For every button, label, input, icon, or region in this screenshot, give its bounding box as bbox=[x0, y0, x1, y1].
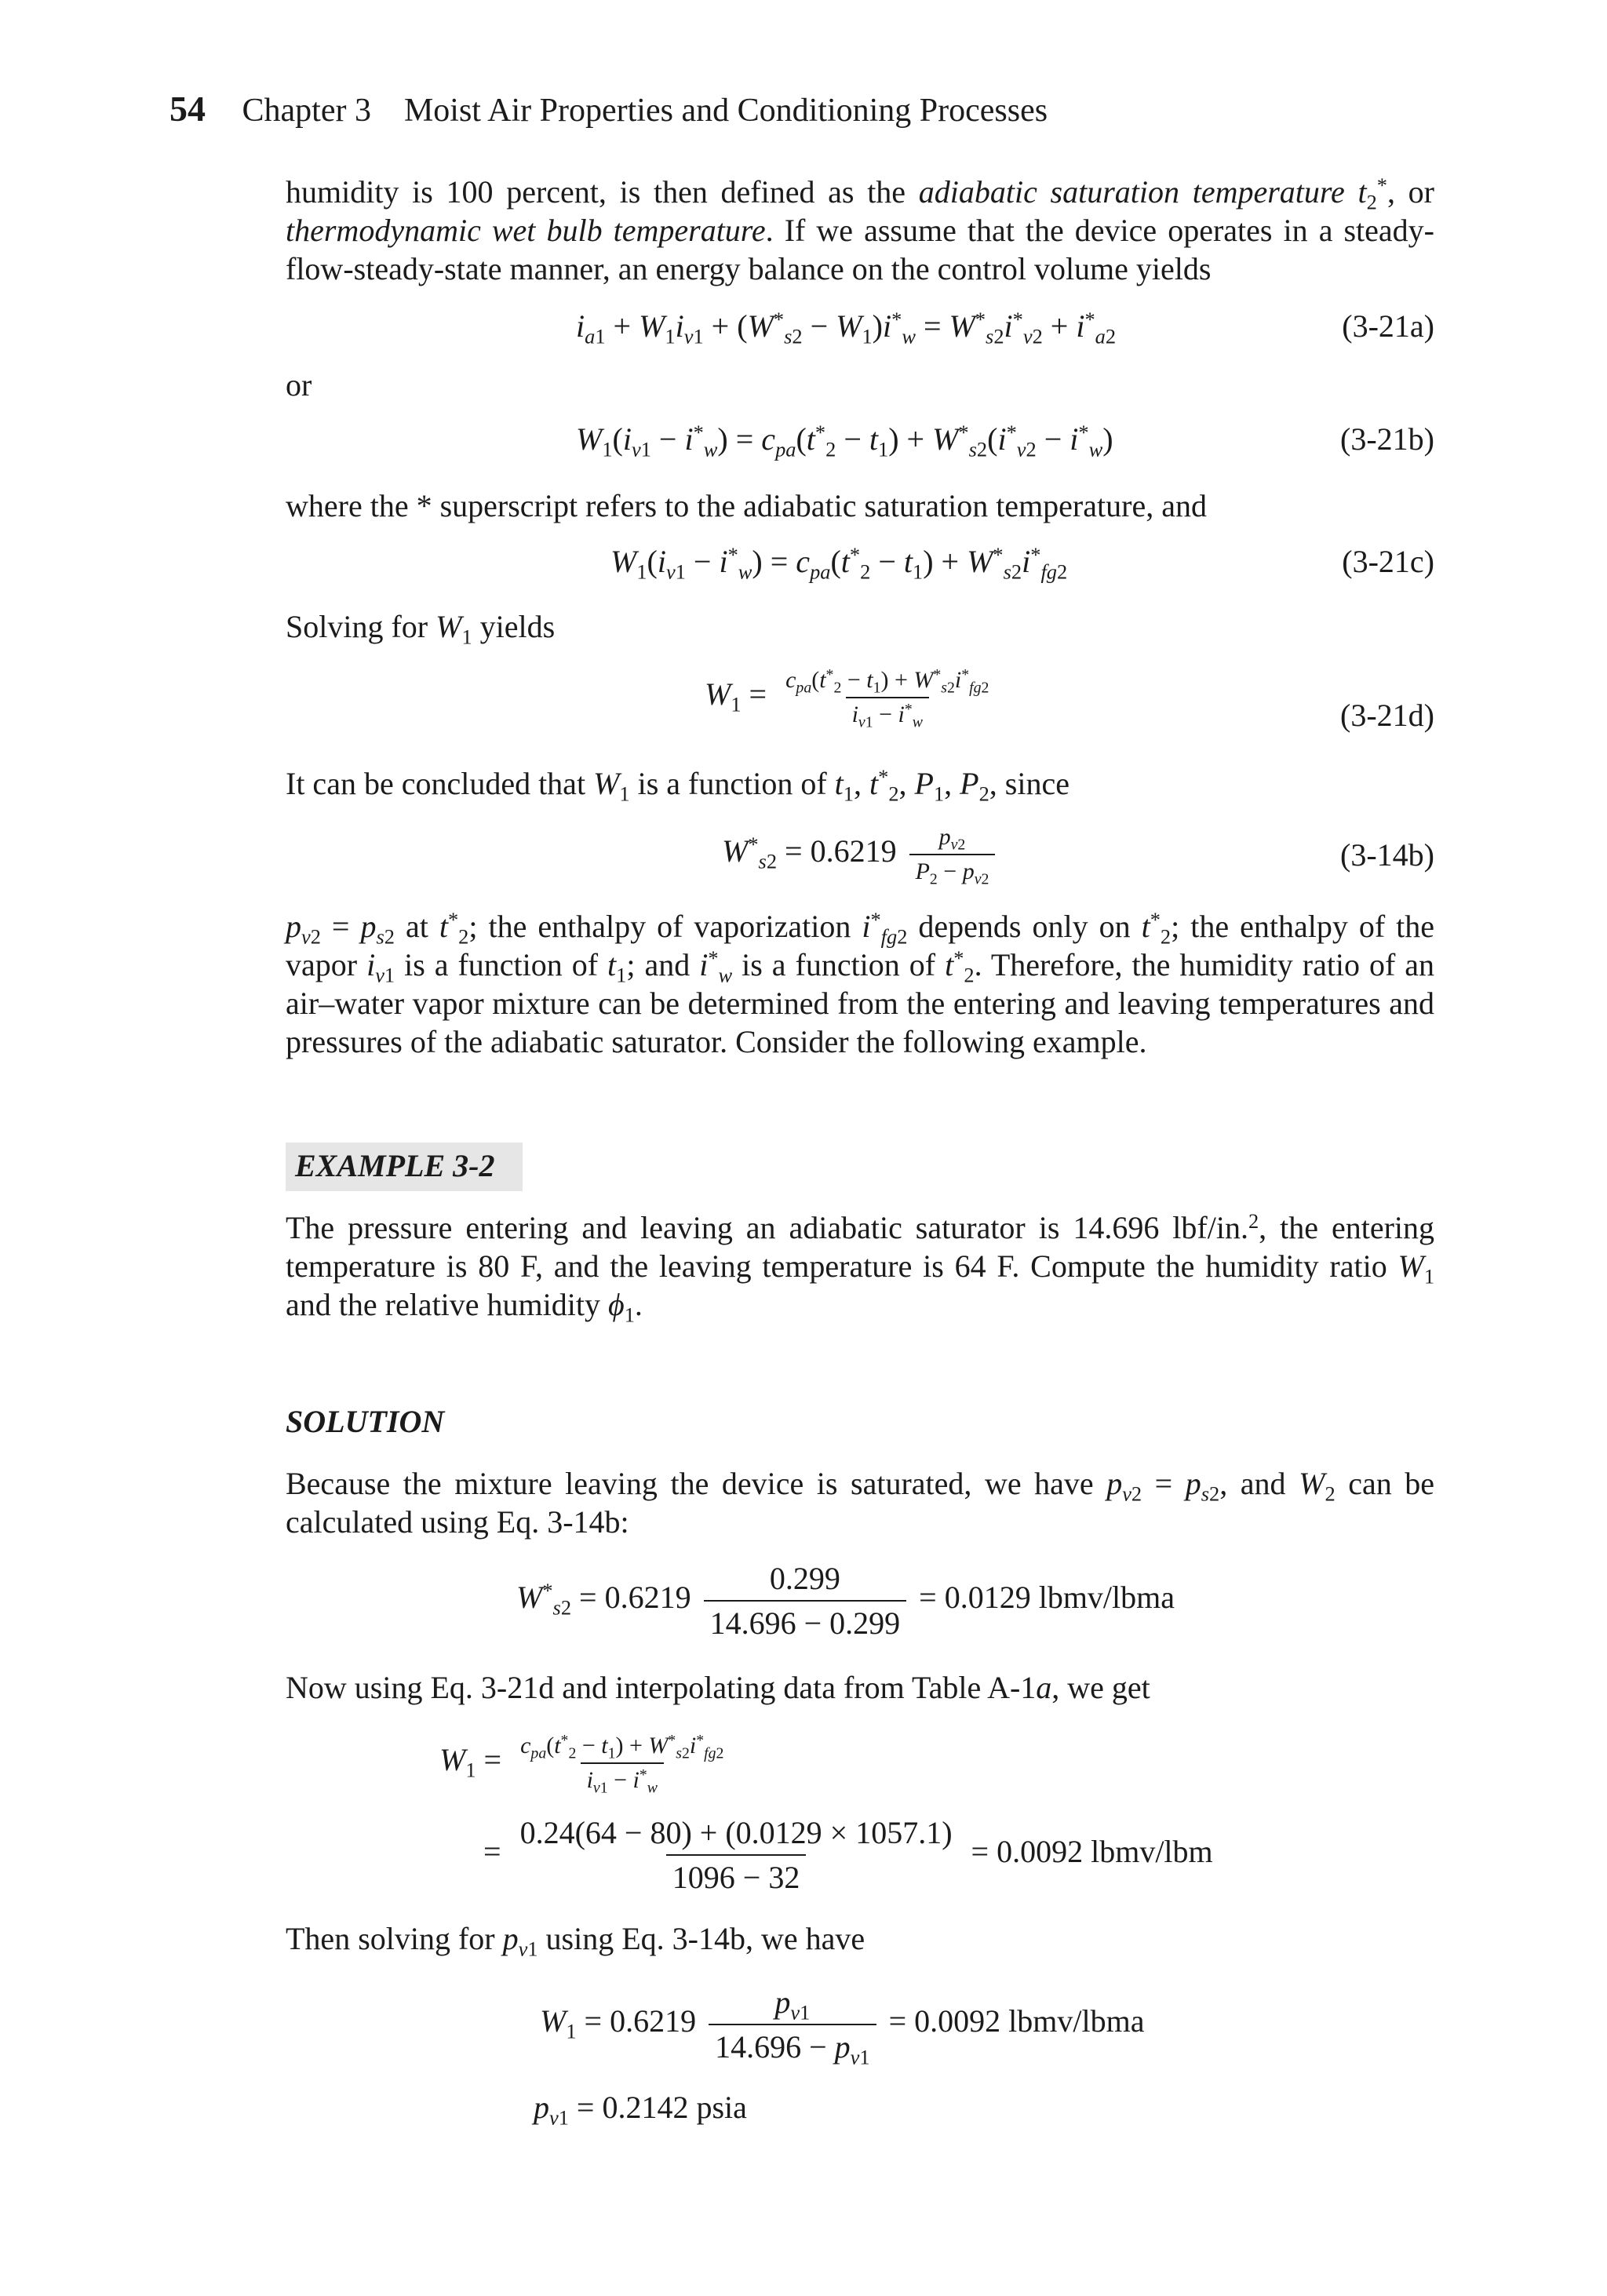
equation-number-3-21d: (3-21d) bbox=[1340, 698, 1434, 733]
where-text: where the * superscript refers to the adiabatic saturation temperature, and bbox=[286, 488, 1207, 523]
equation-number-3-21b: (3-21b) bbox=[1340, 421, 1434, 457]
page-header bbox=[169, 88, 1048, 129]
intro-paragraph: humidity is 100 percent, is then defined as the adiabatic saturation temperature $t_2^*$, or thermodynamic wet bulb temperature. If we assume that the device operates in a steady-flow-steady-state manner, an energy balance on the control volume yields bbox=[286, 173, 1434, 286]
equation-3-21c: $W_1(i_{v1} - i^*_w) = c_{pa}(t^*_2 - t_1) + W^*_{s2}i^*_{fg2}$ bbox=[610, 542, 1068, 584]
solution-title: SOLUTION bbox=[286, 1404, 445, 1439]
equation-number-3-21a: (3-21a) bbox=[1342, 308, 1434, 344]
example-title: EXAMPLE 3-2 bbox=[295, 1148, 495, 1183]
pv1-result: $p_{v1} = 0.2142$ psia bbox=[534, 2090, 747, 2130]
chapter-title: Chapter 3 Moist Air Properties and Conditioning Processes bbox=[242, 93, 1048, 129]
w1-calculation-symbolic: $W_1$ = $\frac{c_{pa}(t^*_2 - t_1) + W^*_{s2}i^*_{fg2}}{i_{v1} - i^*_w}$ bbox=[439, 1732, 724, 1797]
equation-number-3-21c: (3-21c) bbox=[1342, 544, 1434, 579]
now-using-text: Now using Eq. 3-21d and interpolating data from Table A-1a, we get bbox=[286, 1670, 1150, 1705]
equation-number-3-14b: (3-14b) bbox=[1340, 837, 1434, 873]
solving-text: Solving for $W_1$ yields bbox=[286, 609, 556, 649]
page-number: 54 bbox=[169, 89, 206, 129]
equation-3-21d: $W_1$ = $\frac{c_{pa}(t^*_2 - t_1) + W^*_{s2}i^*_{fg2}}{i_{v1} - i^*_w}$ bbox=[705, 666, 989, 731]
concluded-text: It can be concluded that $W_1$ is a function of $t_1$, $t^*_2$, $P_1$, $P_2$, since bbox=[286, 764, 1070, 806]
equation-3-14b: $W^*_{s2} = 0.6219$ $\frac{p_{v2}}{P_2 - p_{v2}}$ bbox=[722, 824, 1000, 885]
then-solving-text: Then solving for $p_{v1}$ using Eq. 3-14b, we have bbox=[286, 1921, 865, 1961]
equation-3-21b: $W_1(i_{v1} - i^*_w) = c_{pa}(t^*_2 - t_1) + W^*_{s2}(i^*_{v2} - i^*_w)$ bbox=[576, 420, 1113, 461]
w1-calculation-numeric: = $\frac{0.24(64 - 80) + (0.0129 \times 1057.1)}{1096 - 32}$ = 0.0092 lbmv/lbm bbox=[483, 1815, 1213, 1895]
equation-3-21a: $i_{a1} + W_1i_{v1} + (W^*_{s2} - W_1)i^*_w = W^*_{s2}i^*_{v2} + i^*_{a2}$ bbox=[576, 307, 1117, 348]
example-paragraph: The pressure entering and leaving an adiabatic saturator is 14.696 lbf/in.$^2$, the entering temperature is 80 F, and the leaving temperature is 64 F. Compute the humidity ratio $W_1$ and the relative humidity $\phi_1$. bbox=[286, 1208, 1435, 1327]
pv2-paragraph: $p_{v2} = p_{s2}$ at $t^*_2$; the enthalpy of vaporization $i^*_{fg2}$ depends only on $t^*_2$; the enthalpy of the vapor $i_{v1}$ is a function of $t_1$; and $i^*_w$ is a function of $t^*_2$. Therefore, the humidity ratio of an air–water vapor mixture can be determined from the entering and leaving temperatures and pressures of the adiabatic saturator. Consider the following example. bbox=[286, 907, 1435, 1059]
pv1-calculation: $W_1 = 0.6219$ $\frac{p_{v1}}{14.696 - p_{v1}}$ = 0.0092 lbmv/lbma bbox=[540, 1984, 1145, 2069]
solution-paragraph: Because the mixture leaving the device is saturated, we have $p_{v2} = p_{s2}$, and $W_2$ can be calculated using Eq. 3-14b: bbox=[286, 1466, 1434, 1540]
ws2-calculation: $W^*_{s2} = 0.6219$ $\frac{0.299}{14.696 - 0.299}$ = 0.0129 lbmv/lbma bbox=[516, 1561, 1175, 1641]
or-text: or bbox=[286, 367, 312, 403]
